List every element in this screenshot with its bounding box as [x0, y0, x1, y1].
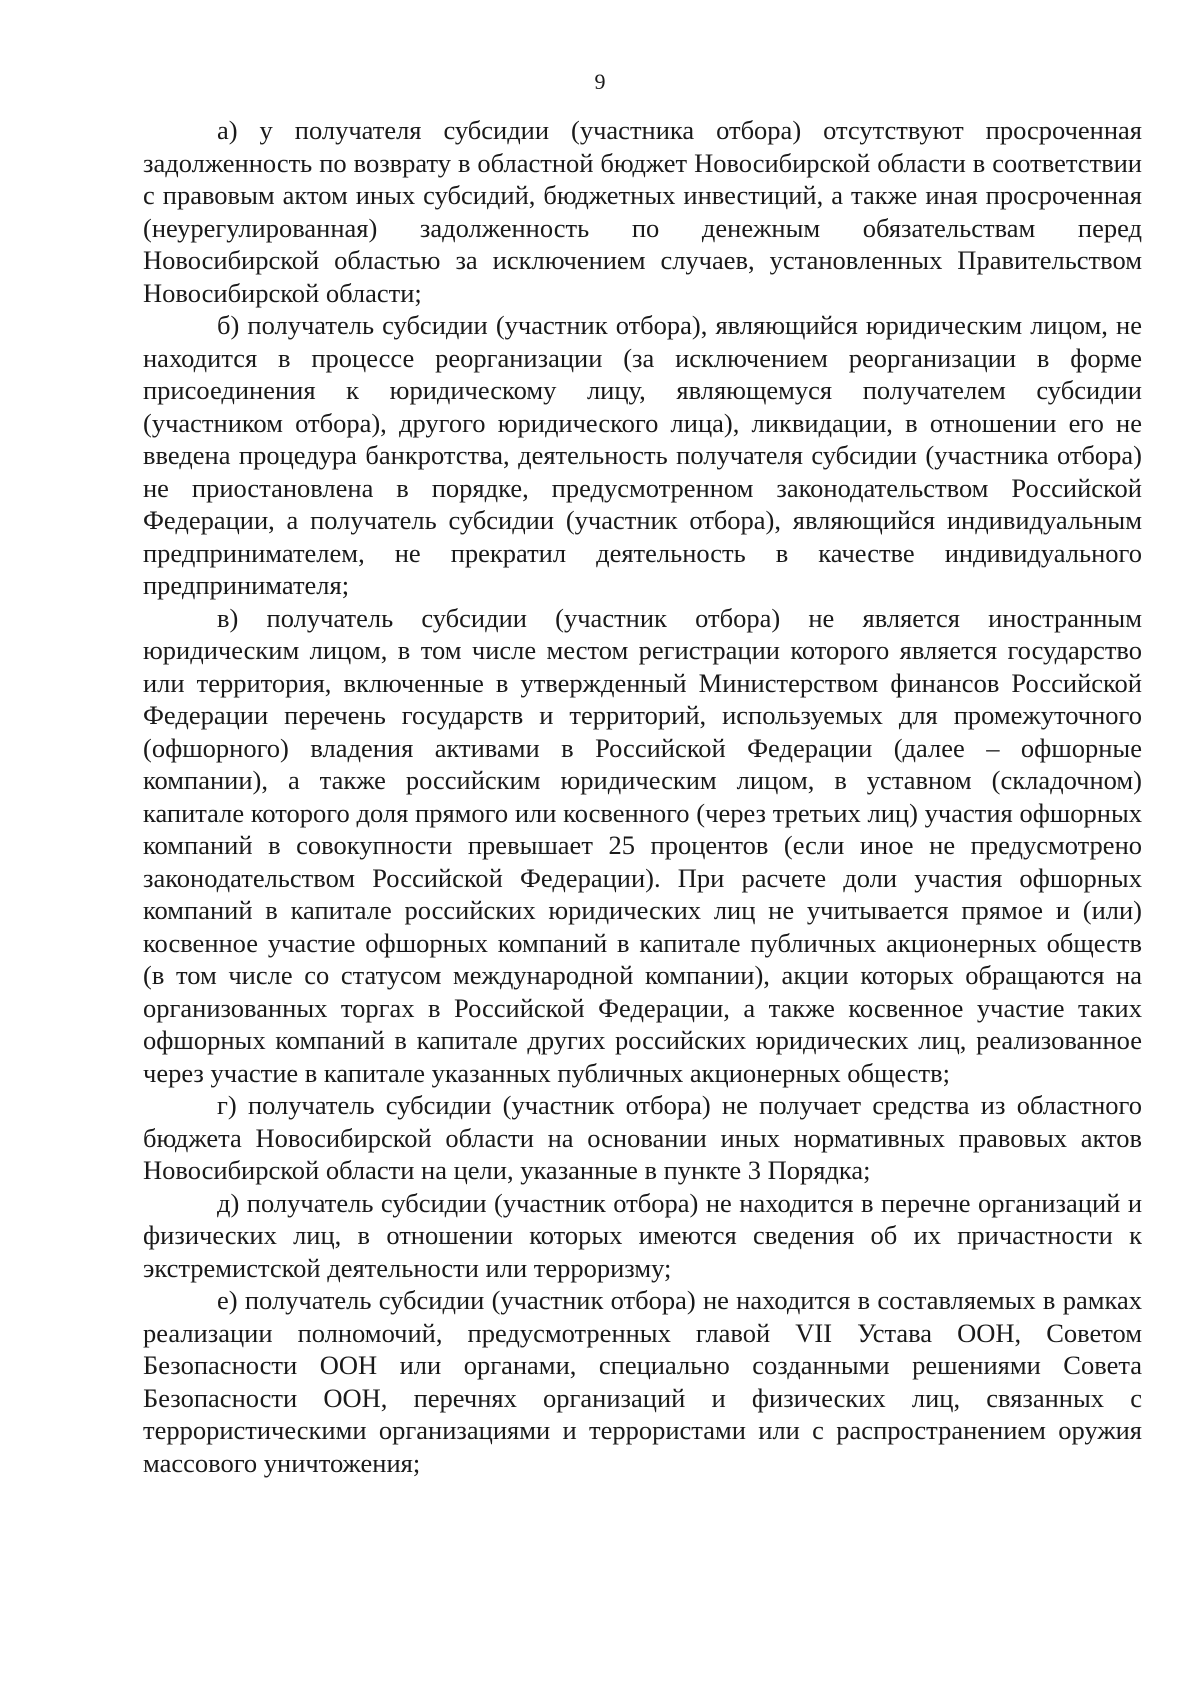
page-number: 9 [594, 69, 606, 94]
paragraph-e: е) получатель субсидии (участник отбора) не находится в составляемых в рамках реализации полномочий, предусмотренных главой VII Устава ООН, Советом Безопасности ООН или органами, специально созданными решениями Совета Безопасности ООН, перечнях организаций и физических лиц, связанных с террористическими организациями и террористами или с распространением оружия массового уничтожения; [143, 1285, 1142, 1478]
paragraph-d: д) получатель субсидии (участник отбора) не находится в перечне организаций и физических лиц, в отношении которых имеются сведения об их причастности к экстремистской деятельности или терроризму; [143, 1187, 1142, 1283]
paragraph-v: в) получатель субсидии (участник отбора) не является иностранным юридическим лицом, в том числе местом регистрации которого является государство или территория, включенные в утвержденный Министерством финансов Российской Федерации перечень государств и территорий, используемых для промежуточного (офшорного) владения активами в Российской Федерации (далее – офшорные компании), а также российским юридическим лицом, в уставном (складочном) капитале которого доля прямого или косвенного (через третьих лиц) участия офшорных компаний в совокупности превышает 25 процентов (если иное не предусмотрено законодательством Российской Федерации). При расчете доли участия офшорных компаний в капитале российских юридических лиц не учитывается прямое и (или) косвенное участие офшорных компаний в капитале публичных акционерных обществ (в том числе со статусом международной компании), акции которых обращаются на организованных торгах в Российской Федерации, а также косвенное участие таких офшорных компаний в капитале других российских юридических лиц, реализованное через участие в капитале указанных публичных акционерных обществ; [143, 602, 1142, 1088]
document-body [143, 114, 1142, 1479]
paragraph-g: г) получатель субсидии (участник отбора) не получает средства из областного бюджета Новосибирской области на основании иных нормативных правовых актов Новосибирской области на цели, указанные в пункте 3 Порядка; [143, 1090, 1142, 1185]
paragraph-b: б) получатель субсидии (участник отбора), являющийся юридическим лицом, не находится в процессе реорганизации (за исключением реорганизации в форме присоединения к юридическому лицу, являющемуся получателем субсидии (участником отбора), другого юридического лица), ликвидации, в отношении его не введена процедура банкротства, деятельность получателя субсидии (участника отбора) не приостановлена в порядке, предусмотренном законодательством Российской Федерации, а получатель субсидии (участник отбора), являющийся индивидуальным предпринимателем, не прекратил деятельность в качестве индивидуального предпринимателя; [143, 310, 1142, 600]
paragraph-a: а) у получателя субсидии (участника отбора) отсутствуют просроченная задолженность по возврату в областной бюджет Новосибирской области в соответствии с правовым актом иных субсидий, бюджетных инвестиций, а также иная просроченная (неурегулированная) задолженность по денежным обязательствам перед Новосибирской областью за исключением случаев, установленных Правительством Новосибирской области; [143, 115, 1142, 308]
